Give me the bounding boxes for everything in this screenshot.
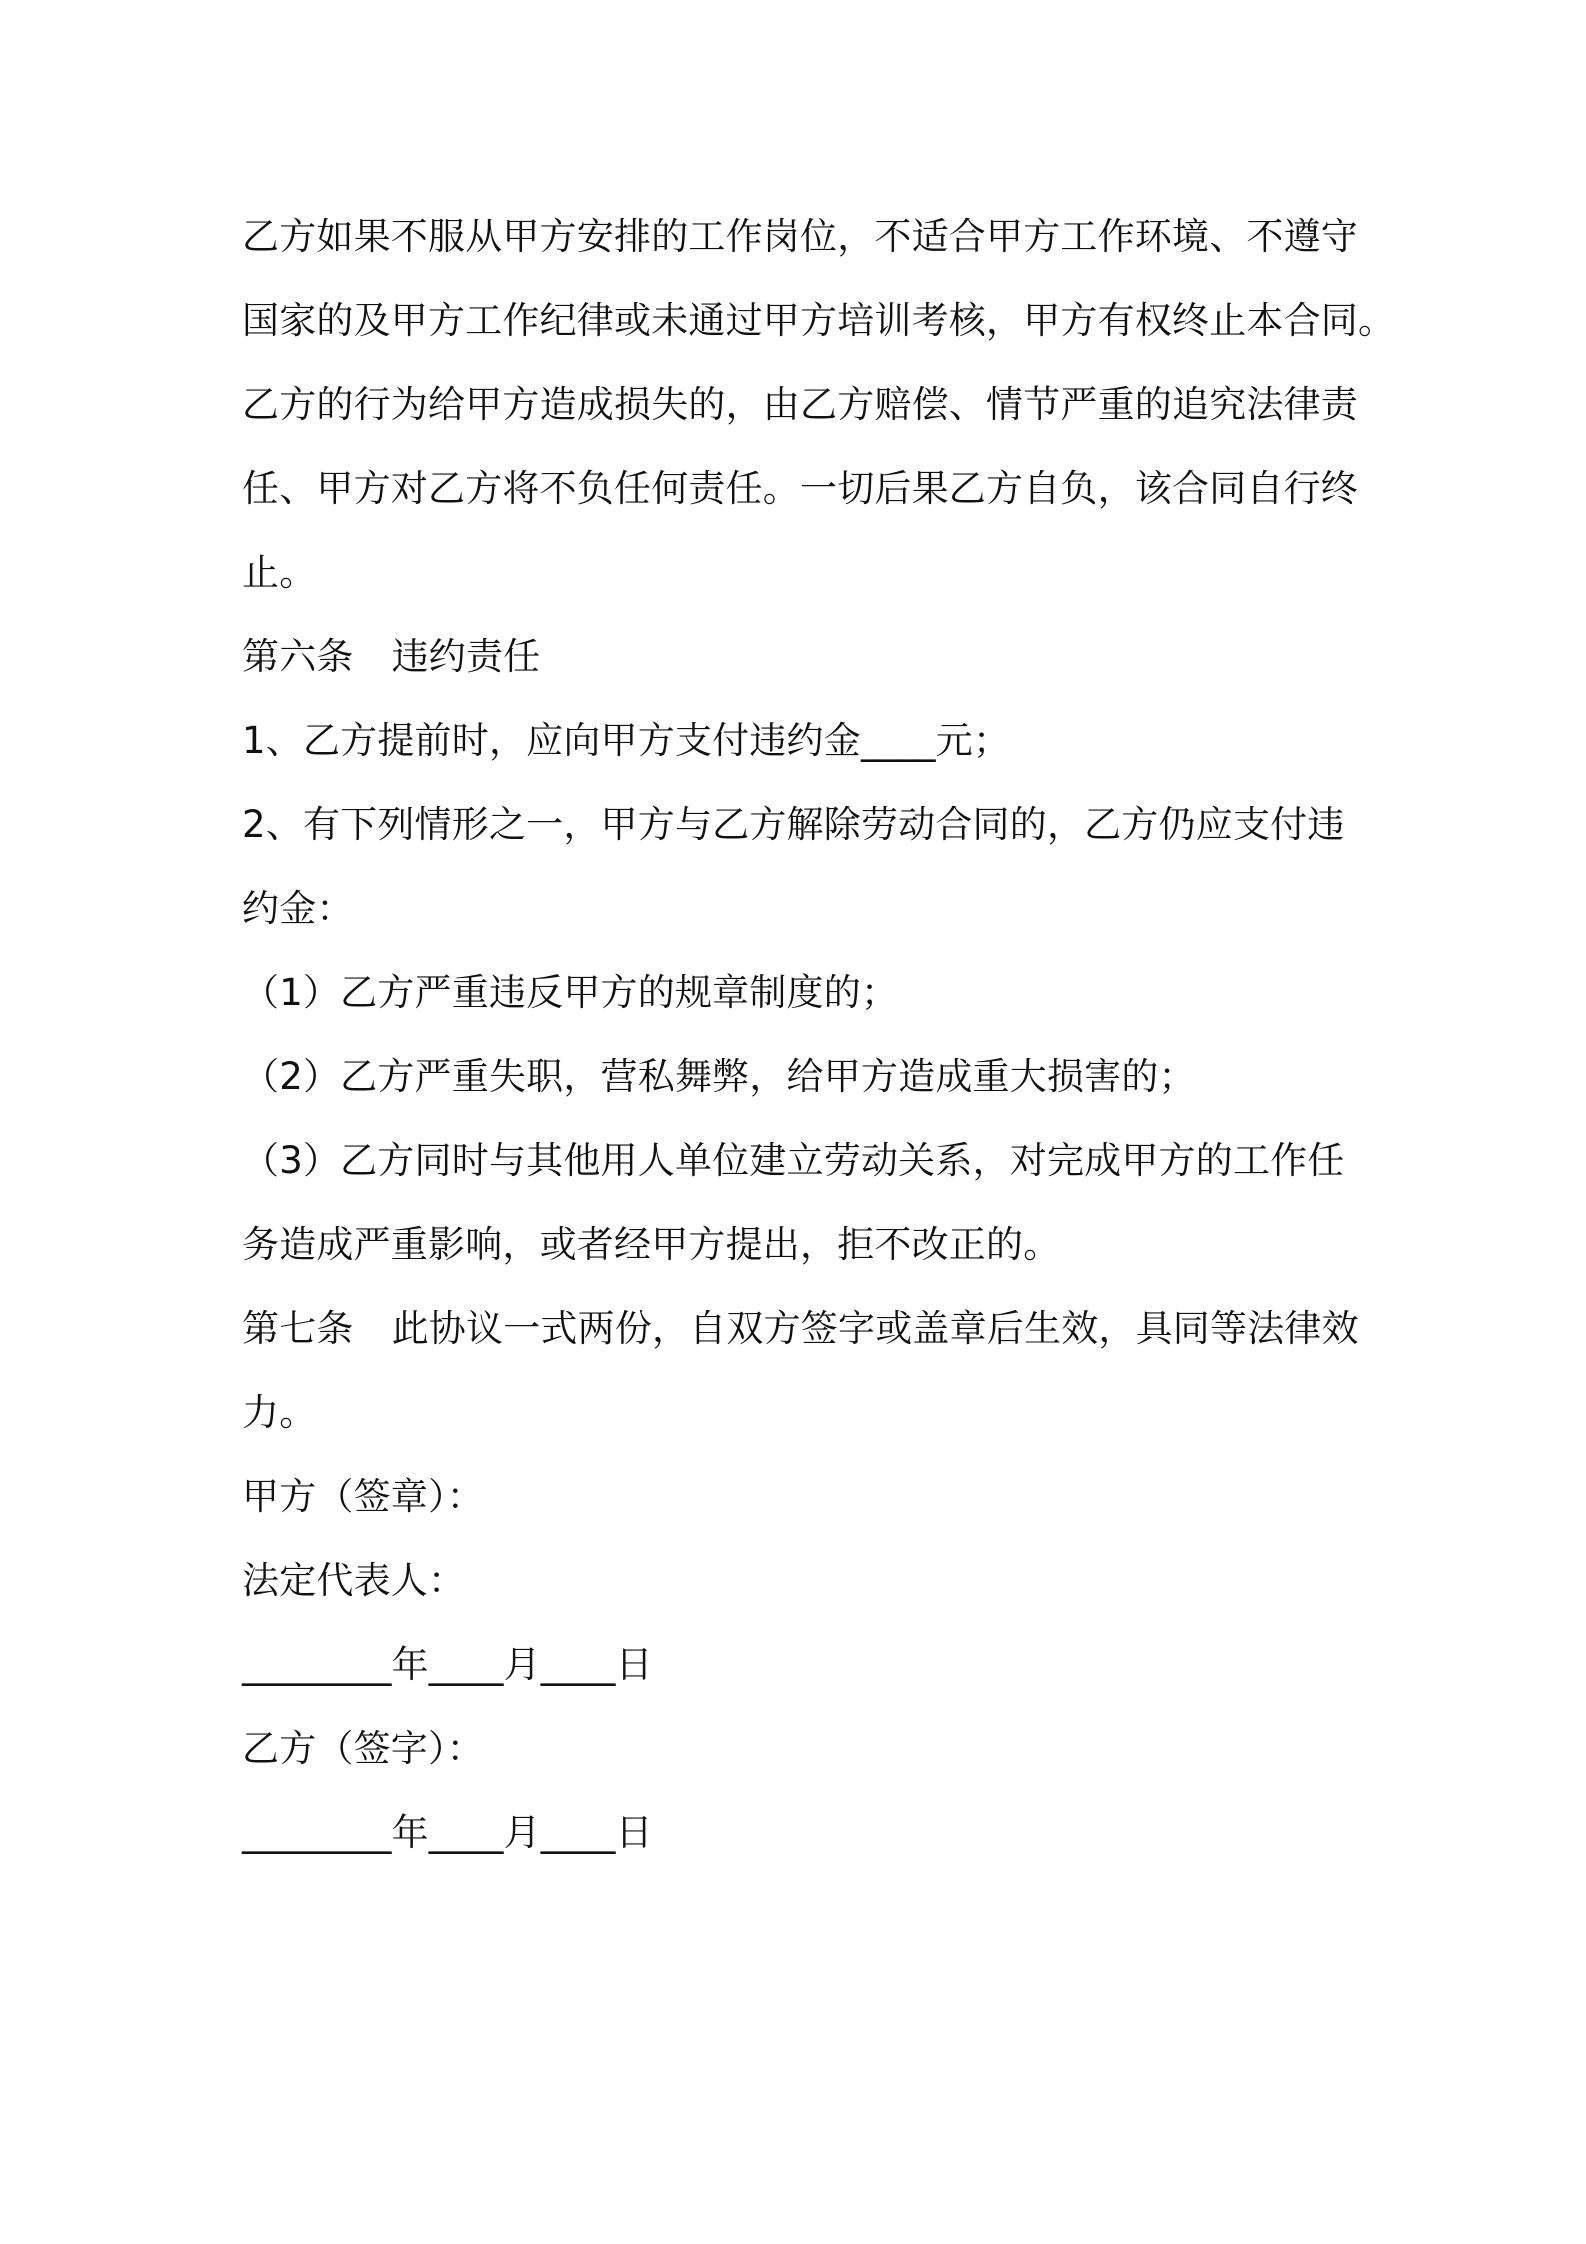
article7-text: 此协议一式两份，自双方签字或盖章后生效，具同等法律效 [391,1307,1359,1350]
paragraph-line: 任、甲方对乙方将不负任何责任。一切后果乙方自负，该合同自行终 [242,467,1358,510]
paragraph-line: 国家的及甲方工作纪律或未通过甲方培训考核，甲方有权终止本合同。 [242,299,1396,342]
party-b-signature: 乙方（签字）： [242,1727,484,1770]
contract-text [242,195,1396,1875]
paragraph-line: 乙方的行为给甲方造成损失的，由乙方赔偿、情节严重的追究法律责 [242,383,1358,426]
article6-sub2: （2）乙方严重失职，营私舞弊，给甲方造成重大损害的； [242,1055,1196,1098]
article6-item1: 1、乙方提前时，应向甲方支付违约金____元； [242,719,1011,762]
article6-item2-line1: 2、有下列情形之一，甲方与乙方解除劳动合同的，乙方仍应支付违 [242,803,1345,846]
article6-heading-line [242,615,1372,699]
date-line-b: ________年____月____日 [242,1811,653,1854]
article7-line1 [242,1287,1372,1371]
paragraph-line: 止。 [242,551,317,594]
article7-number: 第七条 [242,1307,354,1350]
article6-sub1: （1）乙方严重违反甲方的规章制度的； [242,971,899,1014]
article6-title: 违约责任 [391,635,541,678]
article6-number: 第六条 [242,635,354,678]
article6-sub3-line1: （3）乙方同时与其他用人单位建立劳动关系，对完成甲方的工作任 [242,1139,1345,1182]
date-line-a: ________年____月____日 [242,1643,653,1686]
article6-item2-line2: 约金： [242,887,354,930]
article7-line2: 力。 [242,1391,317,1434]
legal-representative: 法定代表人： [242,1559,466,1602]
article6-sub3-line2: 务造成严重影响，或者经甲方提出，拒不改正的。 [242,1223,1061,1266]
party-a-signature: 甲方（签章）： [242,1475,484,1518]
paragraph-line: 乙方如果不服从甲方安排的工作岗位，不适合甲方工作环境、不遵守 [242,215,1358,258]
